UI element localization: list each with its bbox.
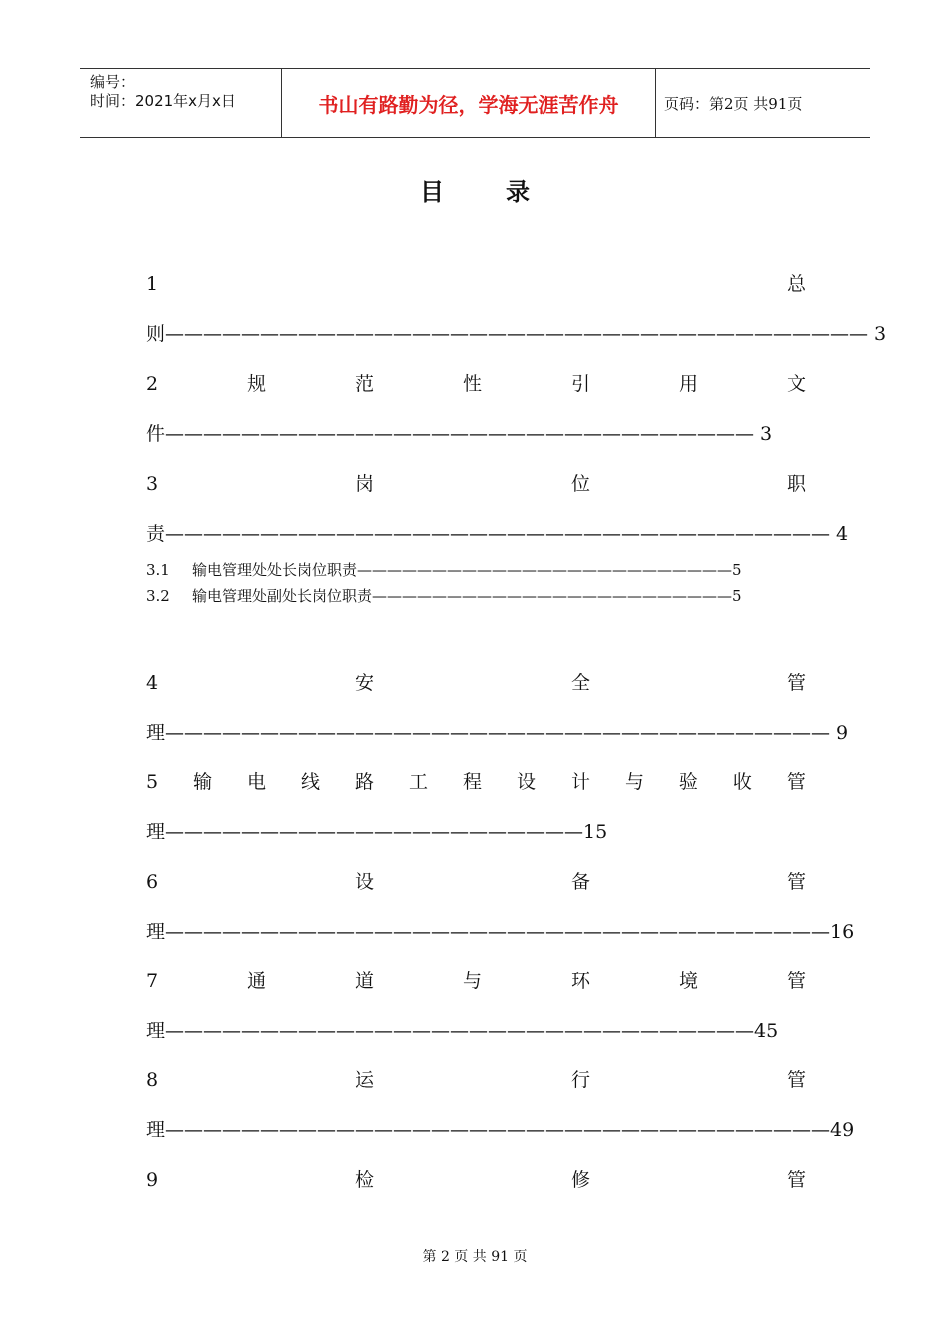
toc-entry-title-char: 收 — [732, 771, 752, 793]
toc-sub-entry-number: 3.1 — [146, 561, 170, 579]
toc-entry-title-char: 范 — [355, 373, 375, 395]
toc-sub-entry — [146, 560, 742, 580]
toc-entry-heading — [146, 372, 806, 396]
header-page-number: 页码：第2页 共91页 — [664, 94, 803, 113]
toc-entry-title-char: 路 — [355, 771, 375, 793]
toc-entry-title-char: 验 — [678, 771, 698, 793]
toc-entry-title-char: 规 — [247, 373, 267, 395]
toc-entry-number: 7 — [146, 970, 159, 992]
toc-entry-title-char: 电 — [247, 771, 267, 793]
toc-entry-heading — [146, 272, 806, 296]
toc-entry-title-char: 修 — [571, 1169, 591, 1191]
toc-entry-leader-line — [146, 422, 806, 446]
toc-entry-title-char: 线 — [301, 771, 321, 793]
toc-entry-title-char: 管 — [786, 1169, 806, 1191]
toc-entry-heading — [146, 472, 806, 496]
toc-entry-title-char: 通 — [247, 970, 267, 992]
toc-entry-title-char: 计 — [570, 771, 590, 793]
toc-entry-number: 6 — [146, 871, 159, 893]
toc-entry-page-ref: 件——————————————————————————————— 3 — [146, 423, 773, 445]
toc-entry-number: 5 — [146, 771, 159, 793]
toc-entry-page-ref: 理———————————————————————————————————16 — [146, 921, 855, 943]
toc-entry-title-char: 设 — [355, 871, 375, 893]
toc-sub-entry-text: 输电管理处处长岗位职责—————————————————————————5 — [192, 561, 742, 579]
toc-entry-title-char: 管 — [786, 1069, 806, 1091]
toc-title-char-1: 目 — [420, 178, 444, 206]
toc-entry-title-char: 引 — [571, 373, 591, 395]
toc-entry-number: 4 — [146, 672, 159, 694]
toc-entry-page-ref: 则————————————————————————————————————— 3 — [146, 323, 887, 345]
toc-entry-title-char: 性 — [463, 373, 483, 395]
page-footer: 第 2 页 共 91 页 — [422, 1249, 528, 1265]
toc-entry-title-char: 全 — [571, 672, 591, 694]
toc-entry-number: 3 — [146, 473, 159, 495]
page-header — [80, 68, 870, 138]
toc-entry-title-char: 岗 — [355, 473, 375, 495]
toc-entry-number: 9 — [146, 1169, 159, 1191]
toc-entry-leader-line — [146, 721, 849, 745]
toc-entry-heading — [146, 1168, 806, 1192]
toc-entry-title-char: 备 — [571, 871, 591, 893]
toc-entry-title-char: 输 — [193, 771, 213, 793]
toc-entry-title-char: 职 — [786, 473, 806, 495]
toc-entry-heading — [146, 969, 806, 993]
toc-entry-heading — [146, 1068, 806, 1092]
toc-entry-title-char: 安 — [355, 672, 375, 694]
toc-entry-page-ref: 理——————————————————————————————————— 9 — [146, 722, 849, 744]
toc-entry-heading — [146, 770, 806, 794]
toc-entry-title-char: 管 — [786, 771, 806, 793]
header-motto: 书山有路勤为径，学海无涯苦作舟 — [281, 69, 656, 137]
toc-entry-page-ref: 责——————————————————————————————————— 4 — [146, 523, 849, 545]
toc-entry-title-char: 程 — [462, 771, 482, 793]
toc-entry-page-ref: 理——————————————————————15 — [146, 821, 608, 843]
toc-entry-title-char: 用 — [679, 373, 699, 395]
toc-entry-title-char: 检 — [355, 1169, 375, 1191]
toc-sub-entry-number: 3.2 — [146, 587, 170, 605]
toc-entry-leader-line — [146, 322, 887, 346]
toc-entry-title-char: 环 — [571, 970, 591, 992]
toc-title-char-2: 录 — [506, 178, 530, 206]
toc-entry-number: 2 — [146, 373, 159, 395]
code-label: 编号： — [90, 73, 136, 91]
toc-entry-title-char: 工 — [409, 771, 429, 793]
toc-entry-title-char: 与 — [624, 771, 644, 793]
toc-entry-number: 8 — [146, 1069, 159, 1091]
toc-entry-title-char: 境 — [679, 970, 699, 992]
toc-entry-title-char: 道 — [355, 970, 375, 992]
toc-entry-title-char: 文 — [786, 373, 806, 395]
toc-entry-title-char: 位 — [571, 473, 591, 495]
toc-entry-title-char: 管 — [786, 871, 806, 893]
toc-sub-entry-text: 输电管理处副处长岗位职责————————————————————————5 — [192, 587, 742, 605]
toc-entry-heading — [146, 870, 806, 894]
toc-entry-leader-line — [146, 1118, 855, 1142]
toc-entry-page-ref: 理———————————————————————————————45 — [146, 1020, 779, 1042]
toc-entry-leader-line — [146, 920, 855, 944]
toc-entry-leader-line — [146, 522, 849, 546]
toc-entry-leader-line — [146, 820, 806, 844]
toc-entry-heading — [146, 671, 806, 695]
toc-entry-title-char: 设 — [516, 771, 536, 793]
date-label: 时间：2021年x月x日 — [90, 92, 236, 110]
header-info — [80, 69, 280, 137]
toc-entry-title-char: 管 — [786, 970, 806, 992]
toc-entry-title-char: 管 — [786, 672, 806, 694]
toc-entry-title-char: 总 — [786, 273, 806, 295]
toc-entry-title-char: 与 — [463, 970, 483, 992]
toc-sub-entry — [146, 586, 742, 606]
toc-entry-page-ref: 理———————————————————————————————————49 — [146, 1119, 855, 1141]
toc-entry-title-char: 运 — [355, 1069, 375, 1091]
toc-entry-number: 1 — [146, 273, 159, 295]
toc-entry-leader-line — [146, 1019, 806, 1043]
toc-entry-title-char: 行 — [571, 1069, 591, 1091]
toc-title — [0, 172, 950, 207]
